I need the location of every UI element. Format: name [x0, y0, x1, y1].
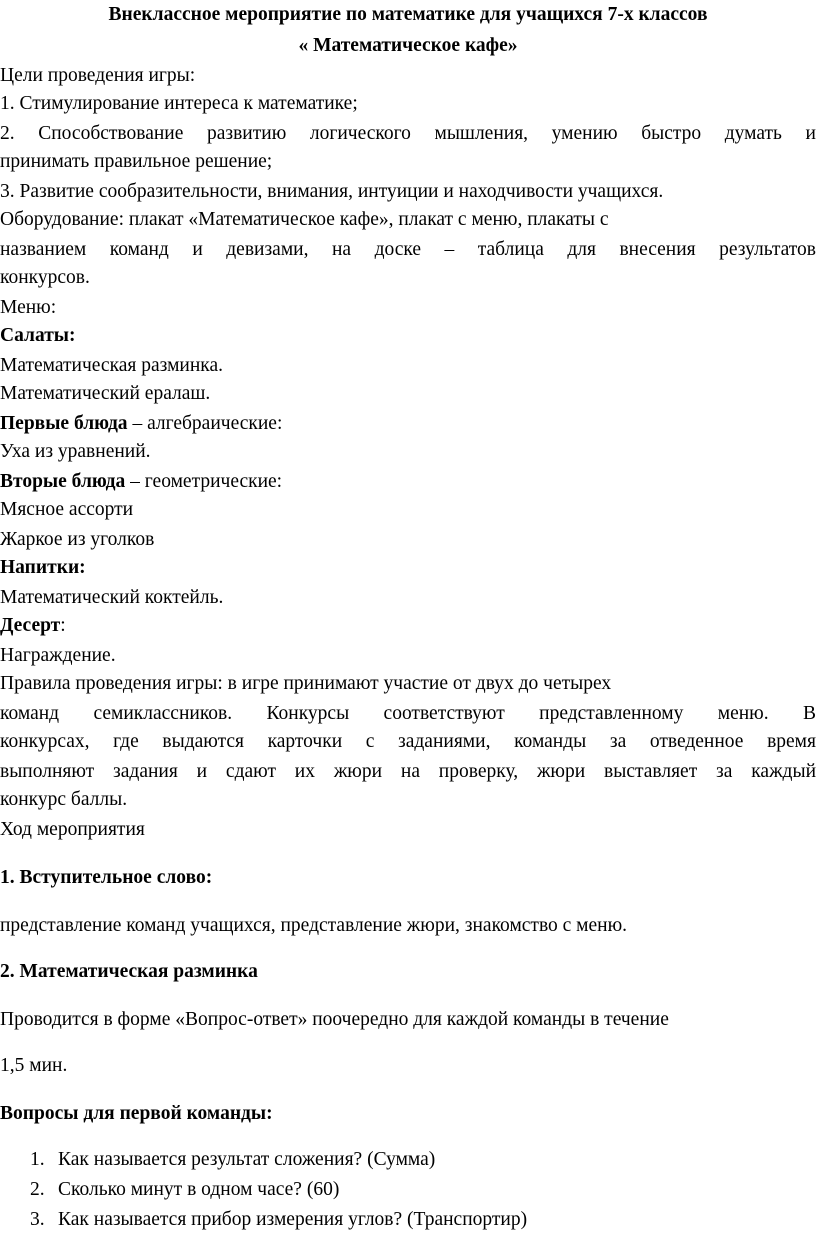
- menu-drinks-label: Напитки:: [0, 557, 86, 578]
- section-1-title: 1. Вступительное слово:: [0, 867, 213, 888]
- menu-second-label: Вторые блюда: [0, 471, 126, 492]
- section-2-title: 2. Математическая разминка: [0, 961, 258, 982]
- menu-salad-2: Математический ералаш.: [0, 383, 211, 404]
- menu-second-2: Жаркое из уголков: [0, 529, 155, 550]
- menu-drink-1: Математический коктейль.: [0, 587, 224, 608]
- rules-line2: команд семиклассников. Конкурсы соответствуют представленному меню. В: [0, 703, 816, 724]
- section-2-text-line2: 1,5 мин.: [0, 1055, 68, 1076]
- list-item-number: 2.: [30, 1179, 45, 1200]
- rules-line5: конкурс баллы.: [0, 789, 128, 810]
- menu-heading: Меню:: [0, 297, 57, 318]
- questions-heading: Вопросы для первой команды:: [0, 1103, 273, 1124]
- menu-second-1: Мясное ассорти: [0, 499, 134, 520]
- menu-salad-1: Математическая разминка.: [0, 355, 224, 376]
- menu-second-courses: [0, 470, 816, 494]
- equipment-line1: Оборудование: плакат «Математическое кафе», плакат с меню, плакаты с: [0, 209, 609, 230]
- menu-first-1: Уха из уравнений.: [0, 441, 151, 462]
- section-1-text: представление команд учащихся, представление жюри, знакомство с меню.: [0, 915, 628, 936]
- menu-dessert-suffix: :: [60, 615, 66, 636]
- section-2-text-line1: Проводится в форме «Вопрос-ответ» поочередно для каждой команды в течение: [0, 1009, 669, 1030]
- menu-first-label: Первые блюда: [0, 413, 128, 434]
- list-item-number: 1.: [30, 1149, 45, 1170]
- equipment-line3: конкурсов.: [0, 267, 90, 288]
- rules-line4: выполняют задания и сдают их жюри на проверку, жюри выставляет за каждый: [0, 761, 816, 782]
- menu-first-courses: [0, 412, 816, 436]
- menu-salads-label: Салаты:: [0, 325, 76, 346]
- menu-first-suffix: – алгебраические:: [127, 413, 283, 434]
- goal-item-1: 1. Стимулирование интереса к математике;: [0, 93, 358, 114]
- goal-item-3: 3. Развитие сообразительности, внимания, интуиции и находчивости учащихся.: [0, 181, 664, 202]
- menu-dessert-1: Награждение.: [0, 645, 116, 666]
- list-item-text: Как называется результат сложения? (Сумма): [58, 1149, 436, 1170]
- goal-item-2-line1: 2. Способствование развитию логического мышления, умению быстро думать и: [0, 123, 816, 144]
- goals-heading: Цели проведения игры:: [0, 65, 196, 86]
- menu-second-suffix: – геометрические:: [125, 471, 283, 492]
- document-title-line1: Внеклассное мероприятие по математике для учащихся 7-х классов: [108, 4, 708, 25]
- rules-line3: конкурсах, где выдаются карточки с заданиями, команды за отведенное время: [0, 731, 816, 752]
- list-item-text: Сколько минут в одном часе? (60): [58, 1179, 340, 1200]
- rules-line1: Правила проведения игры: в игре принимают участие от двух до четырех: [0, 673, 612, 694]
- menu-dessert-label: Десерт: [0, 615, 61, 636]
- goal-item-2-line2: принимать правильное решение;: [0, 151, 273, 172]
- course-heading: Ход мероприятия: [0, 819, 145, 840]
- menu-dessert: [0, 614, 816, 638]
- document-title-line2: « Математическое кафе»: [298, 35, 518, 56]
- equipment-line2: названием команд и девизами, на доске – таблица для внесения результатов: [0, 239, 816, 260]
- list-item-text: Как называется прибор измерения углов? (Транспортир): [58, 1209, 528, 1230]
- list-item-number: 3.: [30, 1209, 45, 1230]
